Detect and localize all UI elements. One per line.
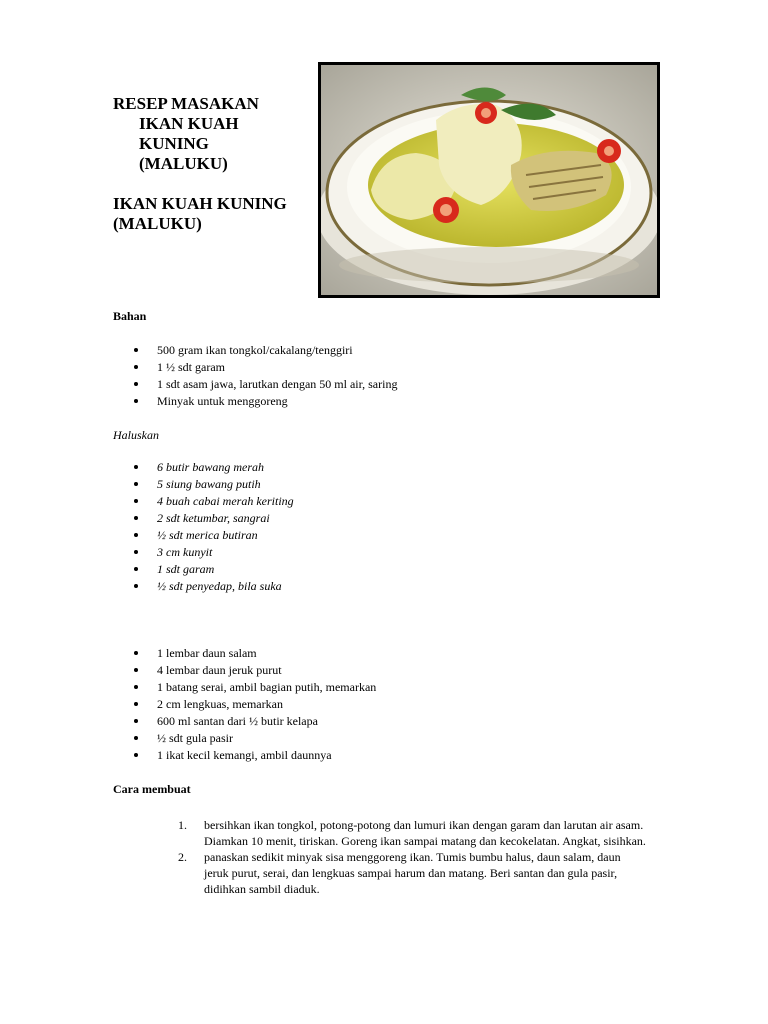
recipe-title [113, 94, 313, 234]
step-item [178, 817, 648, 849]
bullet-icon [134, 499, 138, 503]
haluskan-list [113, 459, 673, 595]
bullet-icon [134, 533, 138, 537]
bullet-icon [134, 516, 138, 520]
list-item: 1 lembar daun salam [113, 645, 673, 662]
step-text: bersihkan ikan tongkol, potong-potong dan lumuri ikan dengan garam dan larutan air asam. Diamkan 10 menit, tiriskan. Goreng ikan sampai matang dan kecokelatan. Angkat, sisihkan. [204, 818, 646, 848]
bullet-icon [134, 482, 138, 486]
list-item: ½ sdt gula pasir [113, 730, 673, 747]
bullet-icon [134, 668, 138, 672]
bullet-icon [134, 365, 138, 369]
bullet-icon [134, 736, 138, 740]
bullet-icon [134, 753, 138, 757]
list-item: 1 batang serai, ambil bagian putih, memarkan [113, 679, 673, 696]
bullet-icon [134, 465, 138, 469]
list-item: 600 ml santan dari ½ butir kelapa [113, 713, 673, 730]
haluskan-heading: Haluskan [113, 428, 159, 442]
step-number: 2. [178, 850, 187, 864]
list-item: 4 buah cabai merah keriting [113, 493, 673, 510]
list-item: 4 lembar daun jeruk purut [113, 662, 673, 679]
bullet-icon [134, 702, 138, 706]
list-item: 1 sdt asam jawa, larutkan dengan 50 ml air, saring [113, 376, 673, 393]
bullet-icon [134, 348, 138, 352]
bahan-heading: Bahan [113, 309, 147, 323]
list-item: 3 cm kunyit [113, 544, 673, 561]
list-item: 5 siung bawang putih [113, 476, 673, 493]
list-item: 6 butir bawang merah [113, 459, 673, 476]
dish-photo [318, 62, 660, 298]
bullet-icon [134, 584, 138, 588]
bullet-icon [134, 550, 138, 554]
title-line-3: KUNING [139, 134, 209, 153]
step-text: panaskan sedikit minyak sisa menggoreng ikan. Tumis bumbu halus, daun salam, daun jeruk purut, serai, dan lengkuas sampai harum dan matang. Beri santan dan gula pasir, didihkan sambil diaduk. [204, 850, 621, 896]
steps-list [178, 817, 648, 897]
bullet-icon [134, 651, 138, 655]
list-item: ½ sdt merica butiran [113, 527, 673, 544]
title-line-1: RESEP MASAKAN [113, 94, 259, 113]
list-item: 1 ½ sdt garam [113, 359, 673, 376]
list-item: 1 sdt garam [113, 561, 673, 578]
title-line-2: IKAN KUAH [139, 114, 239, 133]
title-line-4: (MALUKU) [139, 154, 228, 173]
bullet-icon [134, 399, 138, 403]
dish-illustration [321, 65, 657, 295]
bullet-icon [134, 567, 138, 571]
bahan-list [113, 342, 673, 410]
cara-heading: Cara membuat [113, 782, 191, 796]
bullet-icon [134, 719, 138, 723]
list-item: 2 cm lengkuas, memarkan [113, 696, 673, 713]
bullet-icon [134, 382, 138, 386]
subtitle-line-2: (MALUKU) [113, 214, 202, 233]
subtitle-line-1: IKAN KUAH KUNING [113, 194, 287, 213]
list-item: Minyak untuk menggoreng [113, 393, 673, 410]
step-item [178, 849, 648, 897]
list-item: 1 ikat kecil kemangi, ambil daunnya [113, 747, 673, 764]
list-item: 2 sdt ketumbar, sangrai [113, 510, 673, 527]
list-item: ½ sdt penyedap, bila suka [113, 578, 673, 595]
bullet-icon [134, 685, 138, 689]
step-number: 1. [178, 818, 187, 832]
bumbu-lain-list [113, 645, 673, 764]
list-item: 500 gram ikan tongkol/cakalang/tenggiri [113, 342, 673, 359]
